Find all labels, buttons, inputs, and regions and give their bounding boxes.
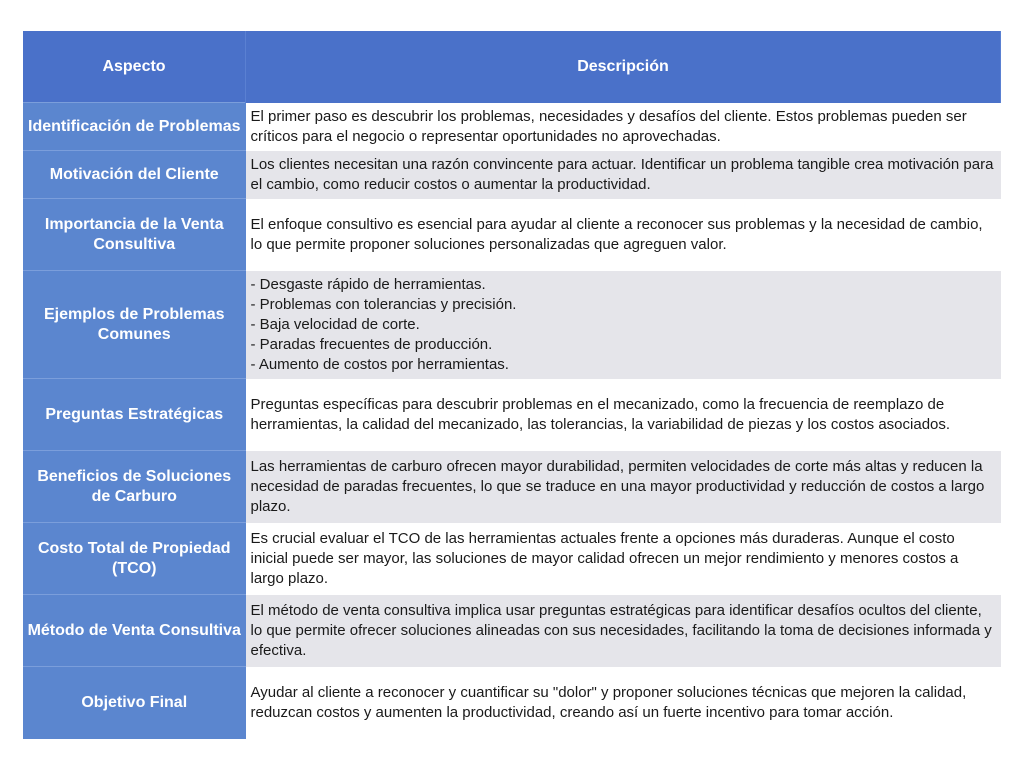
- row-description: Los clientes necesitan una razón convincente para actuar. Identificar un problema tangible crea motivación para el cambio, como reducir costos o aumentar la productividad.: [246, 151, 1001, 199]
- table-row: [23, 667, 1001, 739]
- list-item: - Desgaste rápido de herramientas.: [250, 275, 486, 293]
- table-row: [23, 595, 1001, 667]
- summary-table: [23, 31, 1001, 739]
- table-row: [23, 451, 1001, 523]
- list-item: - Aumento de costos por herramientas.: [250, 355, 509, 373]
- row-aspect: Costo Total de Propiedad (TCO): [23, 523, 246, 595]
- row-description: El enfoque consultivo es esencial para ayudar al cliente a reconocer sus problemas y la necesidad de cambio, lo que permite proponer soluciones personalizadas que agreguen valor.: [246, 199, 1001, 271]
- table-row: [23, 379, 1001, 451]
- row-description: Es crucial evaluar el TCO de las herramientas actuales frente a opciones más duraderas. Aunque el costo inicial puede ser mayor, las soluciones de mayor calidad ofrecen un mejor rendimiento y menores costos a largo plazo.: [246, 523, 1001, 595]
- header-aspect: Aspecto: [23, 31, 246, 103]
- row-description: El método de venta consultiva implica usar preguntas estratégicas para identificar desafíos ocultos del cliente, lo que permite ofrecer soluciones alineadas con sus necesidades, facilitando la toma de decisiones informada y efectiva.: [246, 595, 1001, 667]
- table-row: [23, 103, 1001, 151]
- table-row: [23, 199, 1001, 271]
- row-aspect: Ejemplos de Problemas Comunes: [23, 271, 246, 379]
- summary-table-container: [23, 31, 1001, 738]
- row-description: Ayudar al cliente a reconocer y cuantificar su "dolor" y proponer soluciones técnicas que mejoren la calidad, reduzcan costos y aumenten la productividad, creando así un fuerte incentivo para tomar acción.: [246, 667, 1001, 739]
- list-item: - Paradas frecuentes de producción.: [250, 335, 493, 353]
- table-row: [23, 271, 1001, 379]
- row-description: El primer paso es descubrir los problemas, necesidades y desafíos del cliente. Estos problemas pueden ser críticos para el negocio o representar oportunidades no aprovechadas.: [246, 103, 1001, 151]
- row-aspect: Identificación de Problemas: [23, 103, 246, 151]
- table-row: [23, 523, 1001, 595]
- row-aspect: Motivación del Cliente: [23, 151, 246, 199]
- list-item: - Baja velocidad de corte.: [250, 315, 420, 333]
- row-description: Las herramientas de carburo ofrecen mayor durabilidad, permiten velocidades de corte más altas y reducen la necesidad de paradas frecuentes, lo que se traduce en una mayor productividad y reducción de costos a largo plazo.: [246, 451, 1001, 523]
- row-aspect: Importancia de la Venta Consultiva: [23, 199, 246, 271]
- table-header-row: [23, 31, 1001, 103]
- list-item: - Problemas con tolerancias y precisión.: [250, 295, 517, 313]
- table-row: [23, 151, 1001, 199]
- row-aspect: Objetivo Final: [23, 667, 246, 739]
- row-description: Preguntas específicas para descubrir problemas en el mecanizado, como la frecuencia de reemplazo de herramientas, la calidad del mecanizado, las tolerancias, la variabilidad de piezas y los costos asociados.: [246, 379, 1001, 451]
- header-description: Descripción: [246, 31, 1001, 103]
- row-aspect: Beneficios de Soluciones de Carburo: [23, 451, 246, 523]
- row-description-list: [246, 271, 1001, 379]
- row-aspect: Preguntas Estratégicas: [23, 379, 246, 451]
- row-aspect: Método de Venta Consultiva: [23, 595, 246, 667]
